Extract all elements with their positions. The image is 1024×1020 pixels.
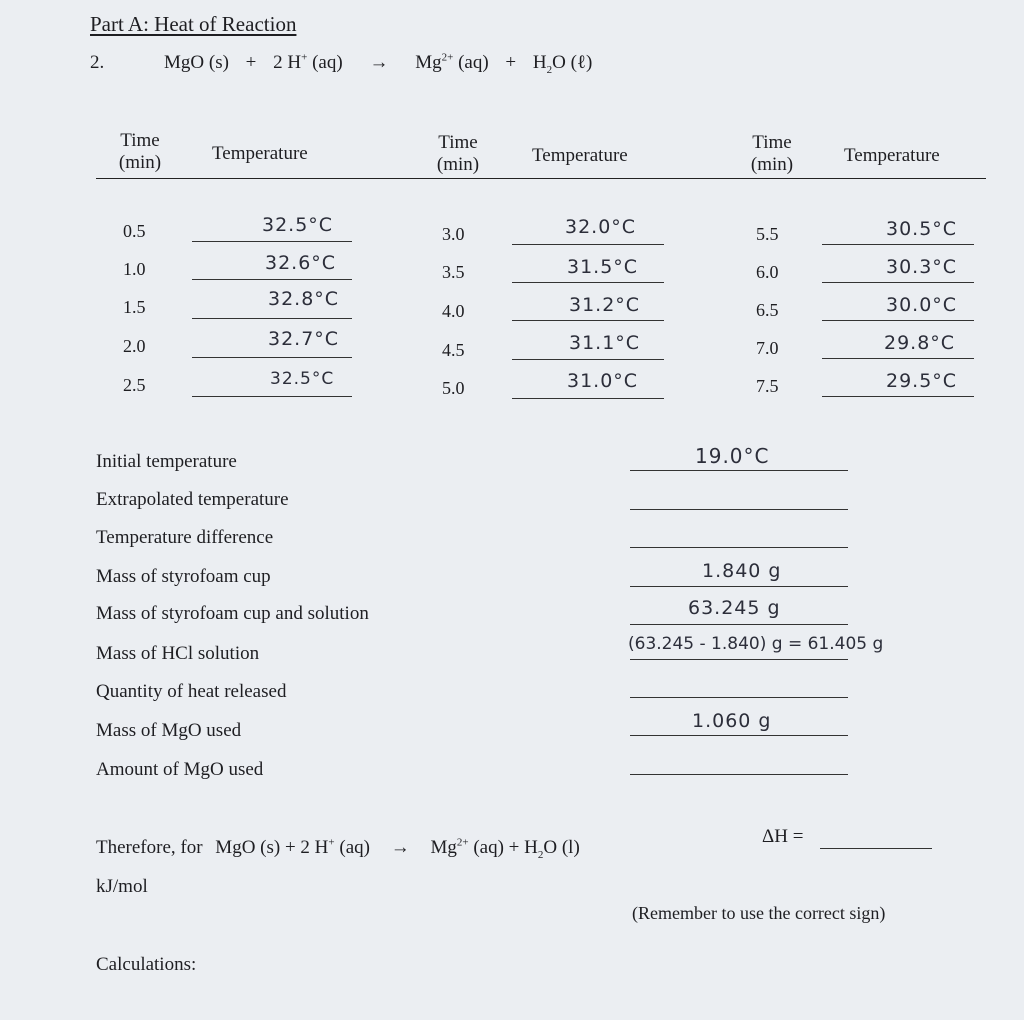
time-cell: 7.5 [756, 376, 779, 396]
answer-line [630, 470, 848, 471]
field-value: (63.245 - 1.840) g = 61.405 g [628, 634, 884, 654]
temperature-value: 31.2°C [569, 294, 641, 316]
therefore-statement [96, 837, 580, 859]
answer-line [192, 357, 352, 358]
answer-line [822, 244, 974, 245]
time-cell: 2.0 [123, 336, 146, 356]
field-value: 19.0°C [695, 444, 770, 468]
temperature-header: Temperature [532, 145, 628, 166]
plus-sign: + [245, 52, 257, 73]
answer-line [822, 358, 974, 359]
answer-line [822, 396, 974, 397]
answer-line [512, 359, 664, 360]
reactant-mgo: MgO (s) [164, 52, 229, 73]
reaction-arrow: → [369, 52, 389, 73]
field-value: 1.840 g [702, 560, 782, 582]
time-cell: 1.5 [123, 297, 146, 317]
time-cell: 3.5 [442, 262, 465, 282]
answer-line [630, 697, 848, 698]
subscript: 2 [546, 63, 553, 76]
time-cell: 5.5 [756, 224, 779, 244]
header-rule [96, 178, 986, 179]
field-label: Amount of MgO used [96, 759, 264, 780]
answer-line [630, 735, 848, 736]
product-mg-state: (aq) [458, 52, 489, 73]
temperature-value: 29.8°C [884, 332, 956, 354]
temperature-value: 30.0°C [886, 294, 958, 316]
temperature-value: 31.0°C [567, 370, 639, 392]
calculations-label: Calculations: [96, 954, 197, 975]
charge-sup: 2+ [441, 51, 454, 64]
answer-line [822, 282, 974, 283]
product-mg: Mg [415, 52, 442, 73]
answer-line [512, 320, 664, 321]
temperature-value: 32.5°C [270, 369, 335, 389]
answer-line [822, 320, 974, 321]
product-h2o: H [532, 52, 547, 73]
therefore-eq-reactants: MgO (s) + 2 H [215, 837, 329, 858]
delta-h-answer-line [820, 848, 932, 849]
field-label: Mass of styrofoam cup [96, 566, 271, 587]
time-cell: 5.0 [442, 378, 465, 398]
reaction-equation [164, 52, 592, 74]
answer-line [630, 547, 848, 548]
time-cell: 0.5 [123, 221, 146, 241]
answer-line [630, 774, 848, 775]
time-header: Time (min) [750, 132, 794, 175]
field-label: Mass of HCl solution [96, 643, 260, 664]
temperature-value: 29.5°C [886, 370, 958, 392]
reactant-h-state: (aq) [312, 52, 343, 73]
question-number: 2. [90, 52, 105, 73]
answer-line [512, 398, 664, 399]
therefore-eq-water: O (l) [543, 837, 580, 858]
time-header: Time (min) [118, 130, 162, 173]
temperature-value: 32.7°C [268, 328, 340, 350]
answer-line [192, 279, 352, 280]
delta-h-label: ΔH = [762, 826, 804, 847]
field-label: Initial temperature [96, 451, 237, 472]
field-label: Extrapolated temperature [96, 489, 289, 510]
answer-line [630, 509, 848, 510]
plus-sign: + [505, 52, 517, 73]
reaction-arrow: → [390, 837, 410, 858]
therefore-eq-mg: Mg [430, 837, 457, 858]
temperature-value: 32.8°C [268, 288, 340, 310]
time-cell: 4.0 [442, 301, 465, 321]
charge-sup: + [328, 836, 335, 849]
temperature-value: 32.0°C [565, 216, 637, 238]
answer-line [512, 282, 664, 283]
answer-line [630, 624, 848, 625]
subscript: 2 [537, 848, 544, 861]
time-cell: 3.0 [442, 224, 465, 244]
answer-line [630, 659, 848, 660]
answer-line [630, 586, 848, 587]
field-value: 63.245 g [688, 597, 781, 619]
temperature-value: 30.5°C [886, 218, 958, 240]
time-cell: 6.0 [756, 262, 779, 282]
field-label: Quantity of heat released [96, 681, 287, 702]
temperature-header: Temperature [212, 143, 308, 164]
temperature-value: 31.1°C [569, 332, 641, 354]
charge-sup: + [301, 51, 308, 64]
time-cell: 1.0 [123, 259, 146, 279]
therefore-eq-products: (aq) + H [468, 837, 538, 858]
time-cell: 6.5 [756, 300, 779, 320]
answer-line [192, 318, 352, 319]
time-cell: 2.5 [123, 375, 146, 395]
temperature-value: 30.3°C [886, 256, 958, 278]
temperature-value: 31.5°C [567, 256, 639, 278]
temperature-value: 32.6°C [265, 252, 337, 274]
field-label: Mass of styrofoam cup and solution [96, 603, 369, 624]
units-label: kJ/mol [96, 876, 148, 897]
field-label: Temperature difference [96, 527, 274, 548]
field-label: Mass of MgO used [96, 720, 242, 741]
answer-line [192, 241, 352, 242]
therefore-eq-state: (aq) [334, 837, 370, 858]
charge-sup: 2+ [456, 836, 469, 849]
time-cell: 4.5 [442, 340, 465, 360]
answer-line [512, 244, 664, 245]
product-h2o-rest: O (ℓ) [552, 52, 593, 73]
time-cell: 7.0 [756, 338, 779, 358]
time-header: Time (min) [436, 132, 480, 175]
part-title: Part A: Heat of Reaction [90, 12, 297, 36]
sign-reminder: (Remember to use the correct sign) [632, 903, 886, 923]
temperature-header: Temperature [844, 145, 940, 166]
field-value: 1.060 g [692, 710, 772, 732]
answer-line [192, 396, 352, 397]
therefore-prefix: Therefore, for [96, 837, 203, 858]
temperature-value: 32.5°C [262, 214, 334, 236]
reactant-h: 2 H [273, 52, 302, 73]
